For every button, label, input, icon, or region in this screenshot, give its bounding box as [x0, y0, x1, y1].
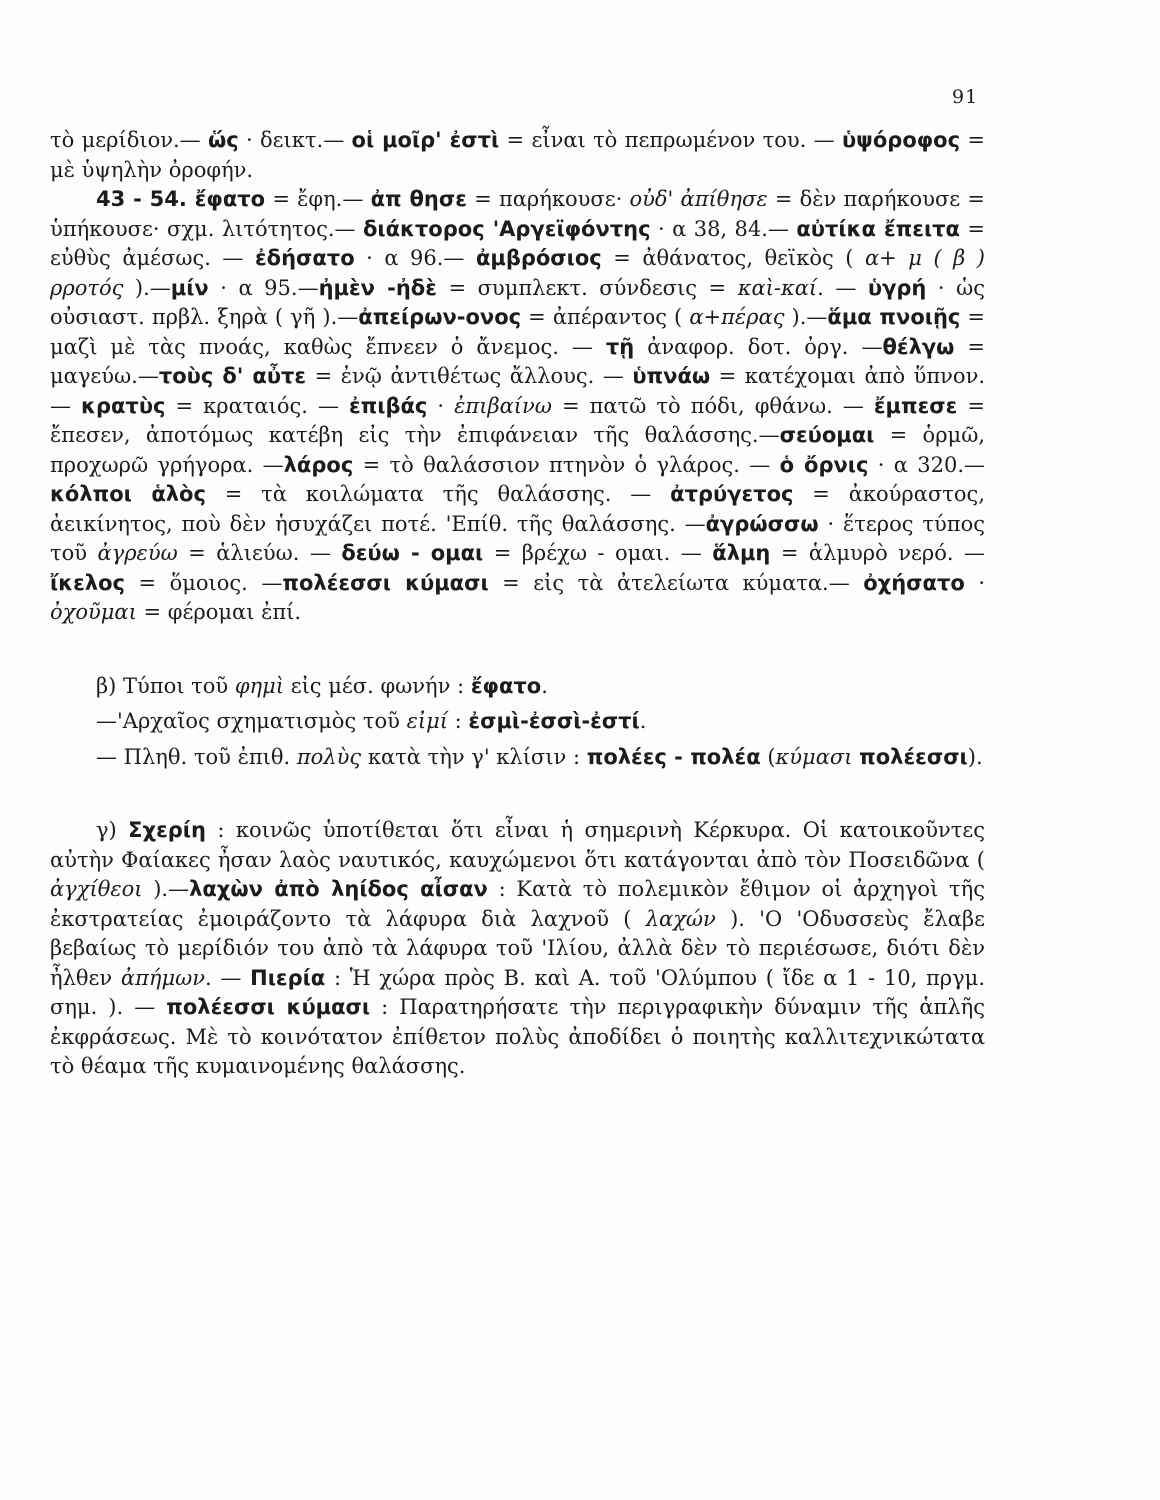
- text-run: = ἀθάνατος, θεϊκὸς (: [601, 246, 865, 270]
- text-run: κατὰ τὴν γ' κλίσιν :: [361, 744, 587, 769]
- bold-term: ἔφατο: [470, 673, 542, 698]
- text-run: ).—: [123, 275, 171, 300]
- bold-term: ἅλμη: [712, 541, 771, 565]
- bold-term: πολέεσσι κύμασι: [166, 995, 371, 1019]
- italic-text: κύμασι: [775, 744, 853, 769]
- text-run: = ὅμοιος. —: [124, 570, 283, 595]
- paragraph: [50, 672, 985, 702]
- text-run: ·: [964, 570, 985, 595]
- italic-text: καὶ-καί: [737, 275, 818, 300]
- bold-term: θέλγω: [882, 334, 955, 359]
- bold-term: ἀπείρων-ονος: [358, 305, 522, 329]
- bold-term: ἠμὲν -ἠδὲ: [318, 275, 437, 300]
- text-run: : Παρατηρήσατε τὴν περιγραφικὴν δύναμιν τῆς ἁπλῆς ἐκφράσεως. Μὲ τὸ κοινότατον ἐπίθετον πολὺς ἀποδίδει ὁ ποιητὴς καλλιτεχνικώτατα τὸ θέαμα τῆς κυμαινομένης θαλάσσης.: [50, 995, 985, 1078]
- text-run: = ἁλμυρὸ νερό. —: [770, 541, 986, 565]
- bold-term: ἀμβρόσιος: [475, 246, 602, 270]
- bold-term: διάκτορος 'Αργεϊφόντης: [362, 216, 651, 241]
- bold-term: ἔφατο: [194, 187, 266, 211]
- text-run: · α 38, 84.—: [650, 216, 797, 241]
- text-run: ).—: [784, 305, 828, 329]
- text-run: · ὡς οὐσιαστ. πρβλ. ξηρὰ ( γῆ ).—: [50, 275, 986, 329]
- text-run: = δὲν παρήκουσε = ὑπήκουσε· σχμ. λιτότητος.—: [50, 187, 985, 241]
- bold-term: ἴκελος: [50, 570, 125, 595]
- paragraph: [50, 816, 985, 1082]
- text-run: = παρήκουσε·: [466, 187, 630, 211]
- text-run: · α 95.—: [208, 275, 319, 300]
- bold-term: 43 - 54.: [96, 187, 195, 211]
- paragraph: [50, 707, 985, 737]
- bold-term: ἐπιβάς: [348, 393, 428, 418]
- italic-text: ὀχοῦμαι: [50, 600, 137, 624]
- text-run: . —: [817, 275, 868, 300]
- text-run: : Ἡ χώρα πρὸς Β. καὶ Α. τοῦ 'Ολύμπου ( ἴδε α 1 - 10, πργμ. σημ. ). —: [50, 965, 986, 1019]
- text-run: · δεικτ.—: [238, 128, 352, 152]
- bold-term: κόλποι ἁλὸς: [50, 482, 206, 506]
- bold-term: ἅμα πνοιῇς: [827, 305, 961, 329]
- text-run: ἀναφορ. δοτ. ὀργ. —: [634, 334, 883, 359]
- text-run: . —: [205, 965, 251, 990]
- text-run: .: [639, 709, 647, 733]
- text-run: = μὲ ὑψηλὴν ὀροφήν.: [50, 128, 985, 182]
- bold-term: ἐδήσατο: [254, 246, 355, 270]
- bold-term: Πιερία: [250, 965, 326, 990]
- italic-text: πολὺς: [296, 744, 362, 769]
- bold-term: ὑπνάω: [632, 364, 711, 388]
- text-run: β) Τύποι τοῦ: [96, 673, 235, 698]
- text-run: γ): [96, 818, 129, 842]
- text-run: = πατῶ τὸ πόδι, φθάνω. —: [551, 393, 874, 418]
- bold-term: πολέες - πολέα: [586, 744, 761, 769]
- bold-term: σεύομαι: [779, 423, 875, 447]
- text-run: (: [760, 744, 776, 769]
- text-run: = συμπλεκτ. σύνδεσις =: [436, 275, 738, 300]
- text-run: = μαζὶ μὲ τὰς πνοάς, καθὼς ἔπνεεν ὁ ἄνεμος. —: [50, 305, 986, 359]
- text-run: = τὰ κοιλώματα τῆς θαλάσσης. —: [205, 482, 671, 506]
- text-run: = εἰς τὰ ἀτελείωτα κύματα.—: [488, 570, 864, 595]
- bold-term: ὑψόροφος: [842, 128, 961, 152]
- italic-text: ἀγχίθεοι: [50, 877, 143, 901]
- bold-term: πολέεσσι: [859, 744, 968, 769]
- paragraph: [50, 743, 985, 773]
- bold-term: ἀτρύγετος: [670, 482, 794, 506]
- bold-term: οἱ μοῖρ' ἐστὶ: [351, 128, 500, 152]
- text-run: — Πληθ. τοῦ ἐπιθ.: [96, 744, 297, 769]
- text-run: = τὸ θαλάσσιον πτηνὸν ὁ γλάρος. —: [353, 452, 780, 477]
- bold-term: δεύω - ομαι: [341, 541, 484, 565]
- text-run: = ἔπεσεν, ἀποτόμως κατέβη εἰς τὴν ἐπιφάνειαν τῆς θαλάσσης.—: [50, 393, 985, 447]
- text-run: · α 320.—: [868, 452, 985, 477]
- text-run: ). 'Ο 'Οδυσσεὺς ἔλαβε βεβαίως τὸ μερίδιόν του ἀπὸ τὰ λάφυρα τοῦ 'Ιλίου, ἀλλὰ δὲν τὸ περιέσωσε, διότι δὲν ἦλθεν: [50, 906, 985, 990]
- text-run: εἰς μέσ. φωνήν :: [284, 673, 471, 698]
- text-run: · α 96.—: [354, 246, 476, 270]
- italic-text: φημὶ: [234, 673, 285, 698]
- text-run: = κατέχομαι ἀπὸ ὕπνον. —: [50, 364, 986, 418]
- bold-term: αὐτίκα ἔπειτα: [796, 216, 960, 241]
- text-run: = βρέχω - ομαι. —: [483, 541, 713, 565]
- bold-term: ἀγρώσσω: [705, 511, 819, 536]
- text-run: = μαγεύω.—: [50, 334, 985, 388]
- italic-text: εἰμί: [406, 709, 448, 733]
- italic-text: α+πέρας: [689, 305, 785, 329]
- text-run: = ἀπέραντος (: [521, 305, 690, 329]
- text-run: :: [447, 709, 469, 733]
- text-run: —'Αρχαῖος σχηματισμὸς τοῦ: [96, 709, 407, 733]
- bold-term: τῇ: [605, 334, 635, 359]
- paragraph: [50, 126, 985, 185]
- text-run: = κραταιός. —: [165, 393, 349, 418]
- bold-term: κρατὺς: [81, 393, 166, 418]
- italic-text: οὐδ' ἀπίθησε: [629, 187, 768, 211]
- bold-term: πολέεσσι κύμασι: [282, 570, 489, 595]
- bold-term: ἀπ θησε: [370, 187, 467, 211]
- bold-term: ὥς: [207, 128, 239, 152]
- italic-text: ἐπιβαίνω: [454, 393, 552, 418]
- bold-term: ἔμπεσε: [873, 393, 958, 418]
- paragraph: [50, 185, 985, 628]
- text-run: : Κατὰ τὸ πολεμικὸν ἔθιμον οἱ ἀρχηγοὶ τῆς ἐκστρατείας ἐμοιράζοντο τὰ λάφυρα διὰ λαχνοῦ (: [50, 877, 985, 931]
- text-run: = ἐνῷ ἀντιθέτως ἄλλους. —: [306, 364, 633, 388]
- page-body: [50, 126, 985, 1082]
- bold-term: τοὺς δ' αὖτε: [158, 364, 307, 388]
- text-run: = ὁρμῶ, προχωρῶ γρήγορα. —: [50, 423, 985, 477]
- text-run: = ἔφη.—: [265, 187, 371, 211]
- text-run: = ἀκούραστος, ἀεικίνητος, ποὺ δὲν ἡσυχάζει ποτέ. 'Επίθ. τῆς θαλάσσης. —: [50, 482, 985, 536]
- text-run: ·: [427, 393, 455, 418]
- text-run: : κοινῶς ὑποτίθεται ὅτι εἶναι ἡ σημερινὴ Κέρκυρα. Οἱ κατοικοῦντες αὐτὴν Φαίακες ἦσαν λαὸς ναυτικός, καυχώμενοι ὅτι κατάγονται ἀπὸ τὸν Ποσειδῶνα (: [50, 818, 985, 872]
- text-run: ).—: [142, 877, 190, 901]
- bold-term: λαχὼν ἀπὸ ληίδος αἶσαν: [189, 877, 488, 901]
- bold-term: μίν: [170, 275, 209, 300]
- bold-term: ὑγρή: [867, 275, 927, 300]
- bold-term: ἐσμὶ-ἐσσὶ-ἐστί: [468, 709, 640, 733]
- text-run: = φέρομαι ἐπί.: [136, 600, 302, 624]
- text-run: .: [541, 673, 548, 698]
- bold-term: ὀχήσατο: [863, 570, 965, 595]
- italic-text: ἀγρεύω: [97, 541, 178, 565]
- bold-term: λάρος: [283, 452, 354, 477]
- bold-term: Σχερίη: [128, 818, 206, 842]
- text-run: = εἶναι τὸ πεπρωμένον του. —: [499, 128, 842, 152]
- italic-text: α+ μ ( β ) ρροτός: [50, 246, 985, 300]
- page-number: 91: [952, 86, 979, 108]
- text-run: · ἕτερος τύπος τοῦ: [50, 511, 985, 565]
- text-run: = εὐθὺς ἀμέσως. —: [50, 216, 985, 270]
- italic-text: λαχών: [645, 906, 716, 931]
- text-run: τὸ μερίδιον.—: [50, 128, 208, 152]
- text-run: = ἁλιεύω. —: [177, 541, 342, 565]
- bold-term: ὁ ὄρνις: [779, 452, 869, 477]
- italic-text: ἀπήμων: [120, 965, 206, 990]
- text-run: ).: [967, 744, 983, 769]
